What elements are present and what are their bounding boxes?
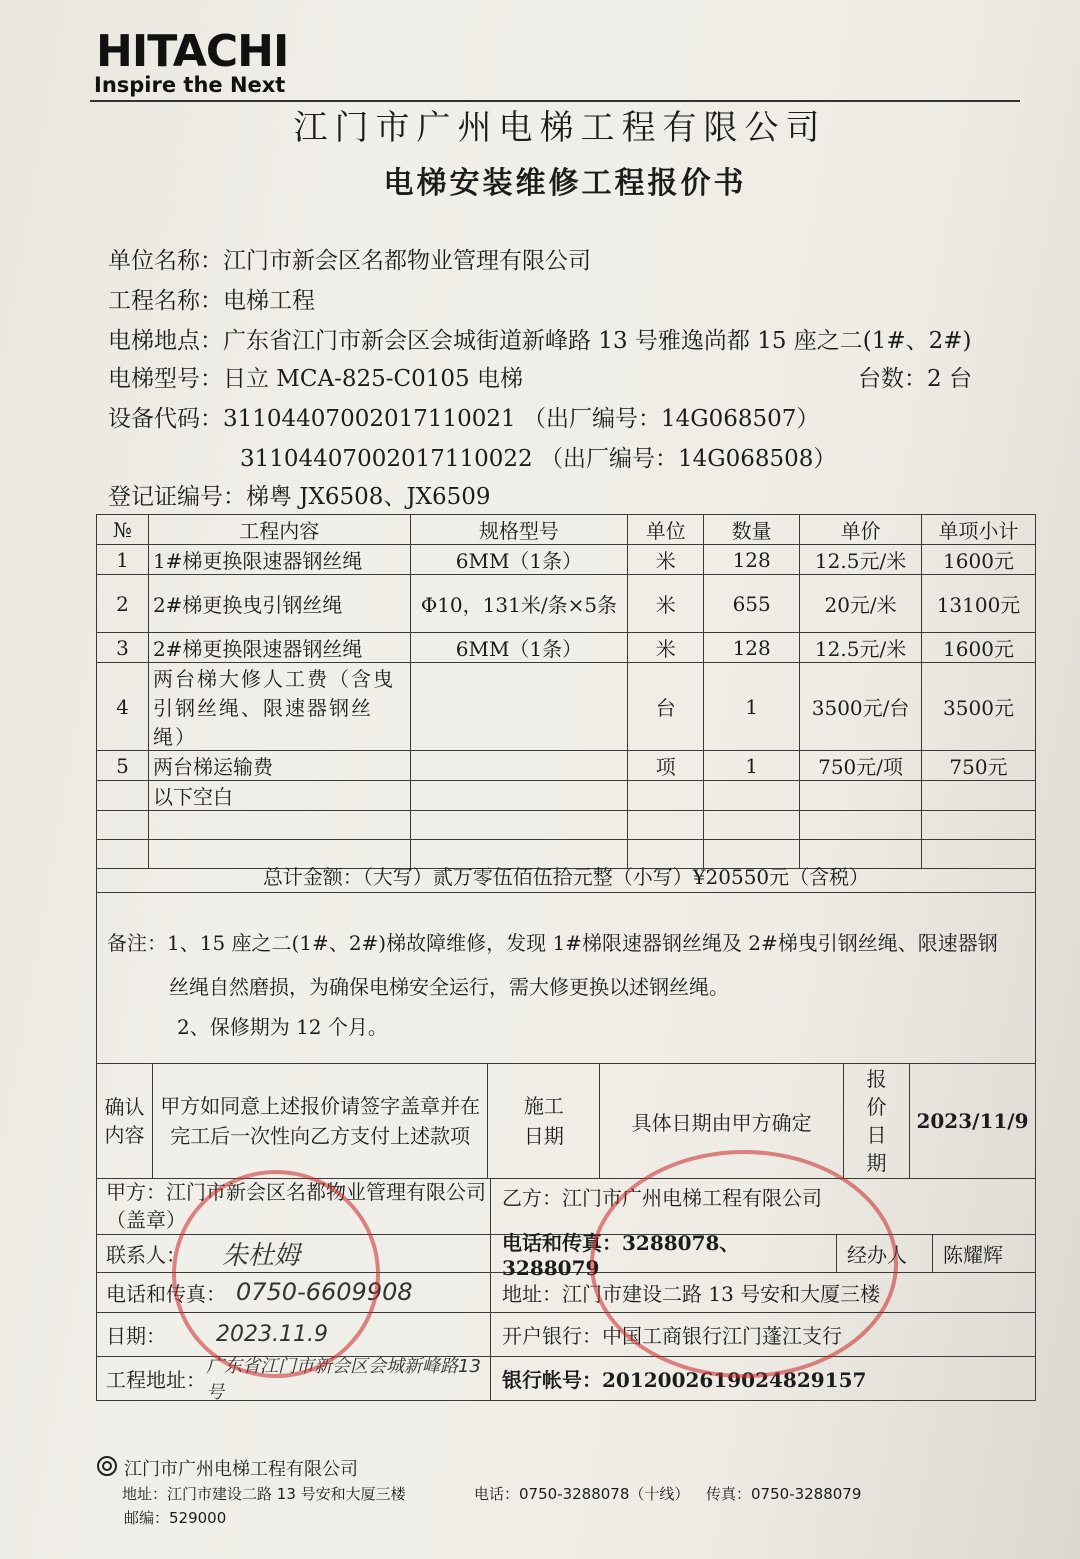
cell-qty: 128 [704,545,800,575]
cell-subtotal: 1600元 [922,633,1036,663]
cell-unit: 米 [628,575,704,633]
table-row [97,663,1036,751]
quote-table [96,514,1036,869]
cell-subtotal: 13100元 [922,575,1036,633]
col-header: 单价 [800,515,922,545]
contact-signature: 朱杜姆 [222,1240,301,1271]
footer-company: 江门市广州电梯工程有限公司 [124,1459,358,1480]
notes-section [96,893,1036,1063]
info-location: 电梯地点：广东省江门市新会区会城街道新峰路 13 号雅逸尚都 15 座之二(1#、2#) [108,328,972,354]
date-label: 日期： [106,1323,166,1348]
note-line-1: 备注：1、15 座之二(1#、2#)梯故障维修，发现 1#梯限速器钢丝绳及 2#梯曳引钢丝绳、限速器钢 [107,931,998,955]
cell-qty: 128 [704,633,800,663]
party-b-bank: 开户银行：中国工商银行江门蓬江支行 [502,1323,842,1348]
cell-price: 3500元/台 [800,663,922,751]
table-row [97,633,1036,663]
cell-unit: 台 [628,663,704,751]
info-unit: 单位名称：江门市新会区名都物业管理有限公司 [108,248,591,274]
cell-no: 2 [97,575,149,633]
table-header-row [97,515,1036,545]
cell-unit: 米 [628,633,704,663]
logo-brand: HITACHI [96,26,289,77]
cell-no: 5 [97,751,149,781]
logo-tagline: Inspire the Next [94,73,286,97]
table-row [97,751,1036,781]
work-date-label: 施工日期 [488,1064,600,1179]
cell-unit: 项 [628,751,704,781]
party-b-seal-stamp [590,1150,898,1378]
table-row [97,575,1036,633]
agent-label: 经办人 [836,1234,932,1272]
quote-date-value: 2023/11/9 [909,1064,1035,1179]
cell-no: 4 [97,663,149,751]
cell-spec: 6MM（1条） [410,545,628,575]
cell-qty: 655 [704,575,800,633]
party-b-phone: 电话和传真：3288078、3288079 [502,1230,740,1280]
cell-content: 2#梯更换曳引钢丝绳 [148,575,410,633]
cell-content: 以下空白 [148,781,410,811]
party-a-phone-handwritten: 0750-6609908 [236,1278,413,1306]
company-mark-icon [96,1455,118,1477]
project-address-label: 工程地址： [106,1367,206,1392]
note-line-3: 2、保修期为 12 个月。 [177,1015,388,1039]
cell-price: 750元/项 [800,751,922,781]
table-row [97,545,1036,575]
note-line-2: 丝绳自然磨损，为确保电梯安全运行，需大修更换以述钢丝绳。 [169,975,729,999]
project-address-handwritten: 广东省江门市新会区会城新峰路13号 [206,1356,481,1403]
cell-subtotal: 3500元 [922,663,1036,751]
cell-subtotal: 1600元 [922,545,1036,575]
party-a-name: 甲方：江门市新会区名都物业管理有限公司（盖章） [106,1180,486,1232]
cell-no: 1 [97,545,149,575]
cell-empty [410,781,628,811]
info-project: 工程名称：电梯工程 [108,288,315,314]
confirm-label: 确认内容 [97,1064,153,1179]
work-date-value: 具体日期由甲方确定 [600,1064,844,1179]
info-model: 电梯型号：日立 MCA-825-C0105 电梯 [108,366,523,392]
footer-zip: 邮编：529000 [124,1509,227,1527]
footer-tel: 电话：0750-3288078（十线） [474,1485,690,1503]
col-header: 工程内容 [148,515,410,545]
col-header: № [97,515,149,545]
quote-date-label: 报价日期 [843,1064,909,1179]
col-header: 单项小计 [922,515,1036,545]
document-title: 电梯安装维修工程报价书 [383,166,747,201]
date-handwritten: 2023.11.9 [216,1321,328,1347]
cell-subtotal: 750元 [922,751,1036,781]
party-b-address: 地址：江门市建设二路 13 号安和大厦三楼 [502,1281,881,1306]
agent-name: 陈耀辉 [932,1234,1036,1272]
cell-empty [800,781,922,811]
footer-address: 地址：江门市建设二路 13 号安和大厦三楼 [122,1485,406,1503]
cell-qty: 1 [704,663,800,751]
cell-price: 12.5元/米 [800,545,922,575]
info-equip-code-2: 31104407002017110022 （出厂编号：14G068508） [240,446,837,472]
cell-spec: 6MM（1条） [410,633,628,663]
confirm-text: 甲方如同意上述报价请签字盖章并在完工后一次性向乙方支付上述款项 [152,1064,487,1179]
hitachi-logo [94,26,289,97]
footer-fax: 传真：0750-3288079 [706,1485,862,1503]
info-count: 台数：2 台 [858,366,972,392]
cell-price: 12.5元/米 [800,633,922,663]
cell-empty [922,781,1036,811]
info-reg-no: 登记证编号：梯粤 JX6508、JX6509 [108,484,491,510]
table-row-blank [97,811,1036,840]
cell-empty [704,781,800,811]
party-b-account: 银行帐号：2012002619024829157 [502,1367,867,1392]
company-name: 江门市广州电梯工程有限公司 [293,108,827,148]
party-a-phone-label: 电话和传真： [106,1281,226,1306]
cell-qty: 1 [704,751,800,781]
cell-no: 3 [97,633,149,663]
cell-content: 两台梯大修人工费（含曳引钢丝绳、限速器钢丝绳） [148,663,410,751]
cell-price: 20元/米 [800,575,922,633]
col-header: 数量 [704,515,800,545]
party-b-name: 乙方：江门市广州电梯工程有限公司 [502,1186,822,1210]
total-amount: 总计金额：（大写）贰万零伍佰伍拾元整（小写）¥20550元（含税） [96,863,1036,893]
cell-content: 1#梯更换限速器钢丝绳 [148,545,410,575]
cell-spec [410,751,628,781]
contact-label: 联系人： [106,1242,186,1267]
cell-spec [410,663,628,751]
party-a-seal-stamp [172,1170,380,1378]
cell-content: 2#梯更换限速器钢丝绳 [148,633,410,663]
cell-no [97,781,149,811]
col-header: 规格型号 [410,515,628,545]
table-row [97,781,1036,811]
cell-spec: Φ10，131米/条×5条 [410,575,628,633]
cell-unit: 米 [628,545,704,575]
confirm-table [96,1063,1036,1179]
col-header: 单位 [628,515,704,545]
cell-empty [628,781,704,811]
info-equip-code-1: 设备代码：31104407002017110021 （出厂编号：14G068507） [108,406,820,432]
cell-content: 两台梯运输费 [148,751,410,781]
